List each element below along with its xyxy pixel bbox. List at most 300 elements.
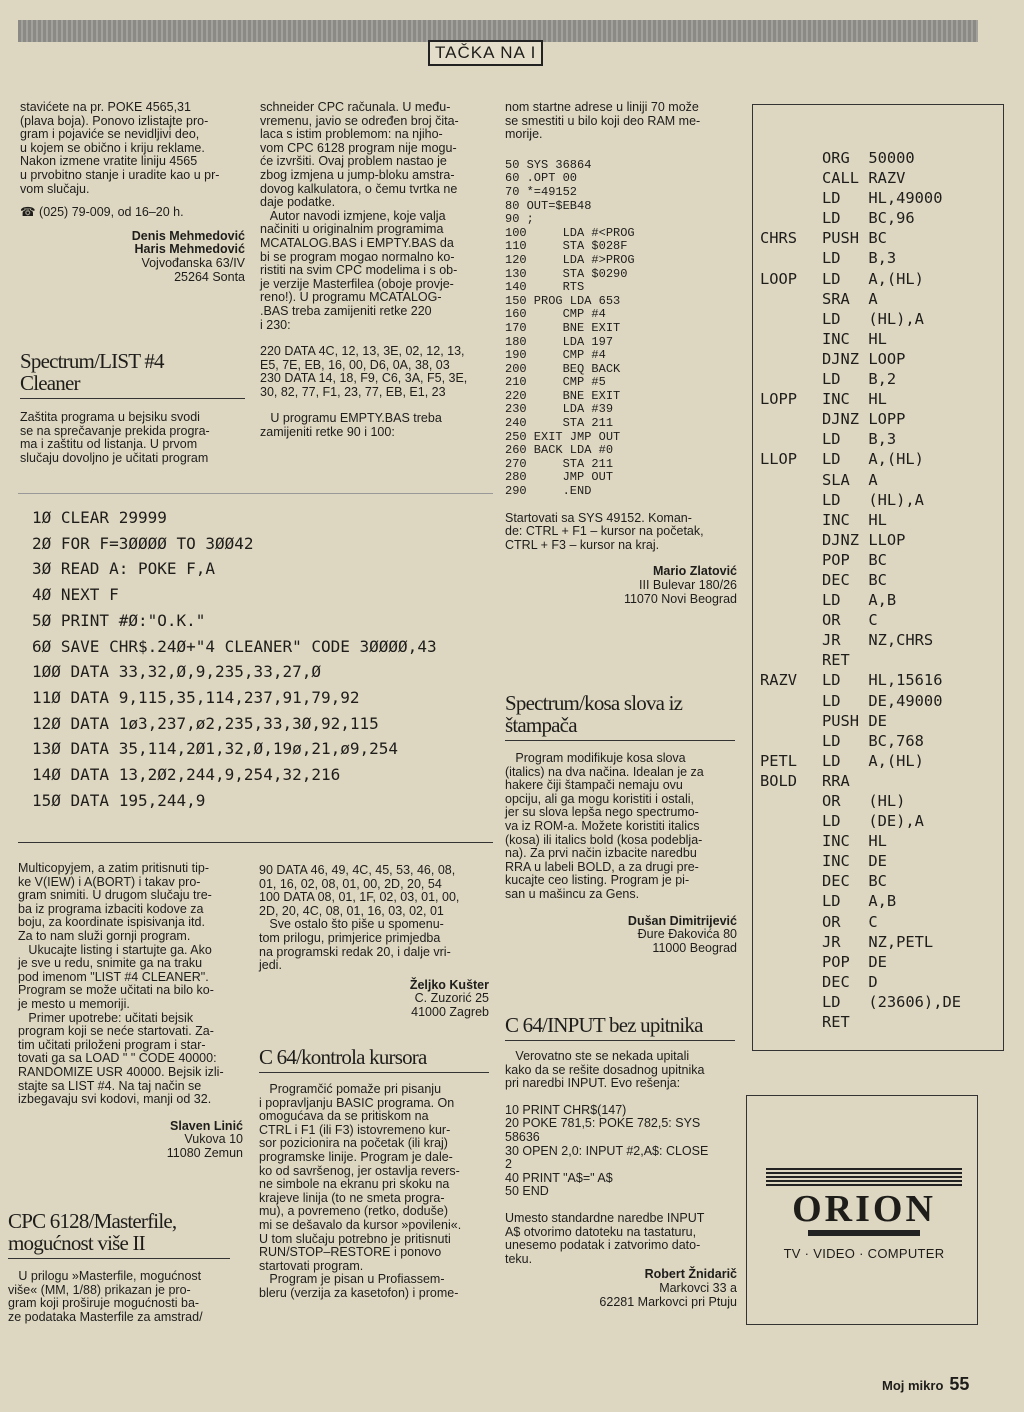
assembler-code-line: OR C <box>822 611 878 630</box>
assembler-code-line: LD BC,768 <box>822 731 924 750</box>
c64-assembly-listing-line: 220 BNE EXIT <box>505 388 621 403</box>
c64-input-text-line: kako da se rešite dosadnog upitnika <box>505 1062 705 1077</box>
basic-listing-line: 14Ø DATA 13,2Ø2,244,9,254,32,216 <box>32 765 341 785</box>
col1-bottom-text-line: program koji se neće startovati. Za- <box>18 1024 214 1039</box>
col1-bottom-text-line: pod imenom "LIST #4 CLEANER". <box>18 969 209 984</box>
assembler-labels-line <box>760 630 797 650</box>
heading-rule <box>20 398 245 399</box>
col2-top-text-line: Autor navodi izmjene, koje valja <box>260 208 446 223</box>
masterfile-data-lines-line: 230 DATA 14, 18, F9, C6, 3A, F5, 3E, <box>260 371 468 386</box>
signature-names <box>20 230 245 257</box>
col1-top <box>20 101 245 284</box>
c64-assembly-listing <box>505 159 737 499</box>
signature-names-line: Denis Mehmedović <box>131 228 245 243</box>
c64-assembly-listing-line: 60 .OPT 00 <box>505 171 578 186</box>
assembler-labels-line: LOOP <box>760 269 798 288</box>
c64-assembly-listing-line: 190 CMP #4 <box>505 348 606 363</box>
c64-kontrola-text-line: mi se dešavalo da kursor »povileni«. <box>259 1217 462 1232</box>
signature-address <box>259 992 489 1019</box>
c64-assembly-listing-line: 100 LDA #<PROG <box>505 225 635 240</box>
assembler-code-line: LD (HL),A <box>822 309 924 328</box>
c64-assembly-listing-line: 230 LDA #39 <box>505 402 614 417</box>
kosa-slova-text-line: opciju, ali ga mogu koristiti i ostali, <box>505 791 694 806</box>
signature-address-line: 62281 Markovci pri Ptuju <box>599 1294 737 1309</box>
assembler-labels-line <box>760 530 797 550</box>
c64-assembly-listing-line: 120 LDA #>PROG <box>505 252 635 267</box>
col1-top-text-line: Nakon izmene vratite liniju 4565 <box>20 154 198 169</box>
col2-bottom-text-line: na programski redak 20, i dalje vri- <box>259 944 451 959</box>
assembler-code-line: CALL RAZV <box>822 169 906 188</box>
assembler-code-line: LD (HL),A <box>822 490 924 509</box>
c64-input-text <box>505 1050 737 1091</box>
c64-assembly-listing-line: 200 BEQ BACK <box>505 361 621 376</box>
col1-bottom-text-line: je mesto u memoriji. <box>18 996 130 1011</box>
assembler-code-line: INC HL <box>822 329 887 348</box>
assembler-labels-line <box>760 912 797 932</box>
col1-bottom-text-line: Primer upotrebe: učitati bejsik <box>18 1010 194 1025</box>
c64-assembly-listing-line: 210 CMP #5 <box>505 375 606 390</box>
c64-input-program-line: 20 POKE 781,5: POKE 782,5: SYS <box>505 1116 701 1131</box>
assembler-code-line: JR NZ,PETL <box>822 932 934 951</box>
assembler-code-line: LD DE,49000 <box>822 691 943 710</box>
masterfile-data-lines-2-line: 90 DATA 46, 49, 4C, 45, 53, 46, 08, <box>259 863 456 877</box>
c64-input-after <box>505 1212 737 1266</box>
col1-top-text-line: gram i pojaviće se nevidljivi deo, <box>20 127 200 142</box>
signature-address <box>505 1282 737 1309</box>
c64-assembly-listing-line: 110 STA $028F <box>505 239 628 254</box>
c64-kontrola-text-line: startovati program. <box>259 1258 364 1273</box>
kosa-slova-text-line: san u mašincu za Gens. <box>505 886 640 901</box>
kosa-slova-text-line: kucajte ceo listing. Program je pi- <box>505 873 690 888</box>
orion-stripes <box>766 1168 962 1188</box>
c64-kontrola-text-line: mu), a povremeno (retko, doduše) <box>259 1204 448 1219</box>
spectrum-list-heading <box>20 350 164 394</box>
cpc6128-text-line: U prilogu »Masterfile, mogućnost <box>8 1269 202 1283</box>
assembler-code-line: OR C <box>822 912 878 931</box>
col2-top-text-line: reno!). U programu MCATALOG- <box>260 290 442 305</box>
c64-kontrola-text-line: Program je pisan u Profiassem- <box>259 1272 445 1287</box>
kosa-slova-text-line: Program modifikuje kosa slova <box>505 751 686 765</box>
c64-input-program <box>505 1104 737 1199</box>
assembler-labels-line <box>760 811 797 831</box>
assembler-labels-line <box>760 1012 797 1032</box>
col1-bottom-text-line: ke V(IEW) i A(BORT) i takav pro- <box>18 874 201 889</box>
assembler-code-line: POP DE <box>822 952 887 971</box>
c64-kontrola-text-line: U tom slučaju potrebno je pritisnuti <box>259 1231 451 1246</box>
assembler-labels-line: RAZV <box>760 671 798 690</box>
c64-kontrola-text-line: omogućava da se pritiskom na <box>259 1109 429 1124</box>
col2-bottom-text-line: jedi. <box>259 958 282 973</box>
spectrum-list-text-line: slučaju dovoljno je učitati program <box>20 450 209 465</box>
assembler-labels-line <box>760 148 797 168</box>
kosa-slova-heading-line: štampača <box>505 713 577 737</box>
assembler-labels-line <box>760 168 797 188</box>
c64-assembly-listing-line: 80 OUT=$EB48 <box>505 198 592 213</box>
col1-top-text-line: vom slučaju. <box>20 181 90 196</box>
signature-address-line: 11070 Novi Beograd <box>623 591 737 606</box>
c64-input <box>505 1050 737 1309</box>
assembler-labels <box>760 148 797 1032</box>
orion-underbar <box>808 1230 920 1236</box>
signature-address-line: 41000 Zagreb <box>411 1004 489 1019</box>
c64-assembly-listing-line: 270 STA 211 <box>505 456 614 471</box>
col3-top <box>505 101 737 606</box>
kosa-slova-text-line: jer su slova lepša nego spectrumo- <box>505 805 699 820</box>
basic-listing <box>32 505 437 813</box>
assembler-labels-line <box>760 349 797 369</box>
col2-top-text-line: vom CPC 6128 program nije mogu- <box>260 140 457 155</box>
col2-bottom-text-line: Sve ostalo što piše u spomenu- <box>259 917 444 932</box>
col1-bottom-text-line: stajte sa LIST #4. Na taj način se <box>18 1078 202 1093</box>
basic-listing-line: 12Ø DATA 1ø3,237,ø2,235,33,3Ø,92,115 <box>32 713 379 733</box>
kosa-slova-heading <box>505 692 682 736</box>
assembler-code-line: DJNZ LOOP <box>822 349 906 368</box>
heading-rule <box>505 1040 735 1041</box>
col3-intro-line: morije. <box>505 127 543 142</box>
c64-kontrola-text-line: ne simbole na ekranu pri skoku na <box>259 1177 450 1192</box>
masterfile-data-lines-2-line: 01, 16, 02, 08, 01, 00, 2D, 20, 54 <box>259 876 442 891</box>
col2-bottom-text <box>259 918 489 972</box>
col1-bottom-text-line: Multicopyjem, a zatim pritisnuti tip- <box>18 861 210 875</box>
col3-after-line: Startovati sa SYS 49152. Koman- <box>505 510 692 525</box>
kosa-slova-text-line: (italics) na dva načina. Idealan je za <box>505 764 704 779</box>
col2-top-text-line: schneider CPC računala. U među- <box>260 100 451 114</box>
assembler-code-line: INC HL <box>822 510 887 529</box>
assembler-labels-line <box>760 490 797 510</box>
assembler-code-line: LD (DE),A <box>822 812 924 831</box>
masterfile-data-lines-line: 30, 82, 77, F1, 23, 77, EB, E1, 23 <box>260 384 446 399</box>
c64-input-program-line: 30 OPEN 2,0: INPUT #2,A$: CLOSE <box>505 1143 709 1158</box>
kosa-slova-text-line: hakere čiji štampači nemaju ovu <box>505 778 683 793</box>
heading-rule <box>8 1258 230 1259</box>
col1-bottom-text-line: tim učitati priloženi program i star- <box>18 1037 206 1052</box>
assembler-code-line: LD B,3 <box>822 249 897 268</box>
signature-address-line: Vukova 10 <box>184 1132 243 1147</box>
assembler-labels-line: BOLD <box>760 771 798 790</box>
assembler-labels-line <box>760 650 797 670</box>
assembler-code-line: LD A,(HL) <box>822 751 924 770</box>
assembler-code-line: OR (HL) <box>822 792 906 810</box>
assembler-box-top-border <box>752 104 1004 105</box>
col1-bottom-text-line: tovati ga sa LOAD " " CODE 40000: <box>18 1051 217 1066</box>
spectrum-list-text-line: Zaštita programa u bejsiku svodi <box>20 410 200 424</box>
col1-bottom-text <box>18 862 243 1107</box>
heading-rule <box>259 1072 489 1073</box>
assembler-code-line: LD HL,49000 <box>822 189 943 208</box>
c64-kontrola-text-line: ko od savršenog, jer ostavlja revers- <box>259 1163 460 1178</box>
assembler-labels-line <box>760 329 797 349</box>
assembler-code-line: SLA A <box>822 470 878 489</box>
signature-names-line: Haris Mehmedović <box>134 242 245 257</box>
c64-assembly-listing-line: 130 STA $0290 <box>505 266 628 281</box>
assembler-labels-line <box>760 248 797 268</box>
col2-top-text-line: i 230: <box>260 317 291 332</box>
c64-kontrola-text-line: i popravljanju BASIC programa. On <box>259 1095 455 1110</box>
signature-address-line: 11080 Zemun <box>166 1145 243 1160</box>
col1-bottom-text-line: Program se može učitati na bilo ko- <box>18 983 214 998</box>
signature-address-line: Đure Đakovića 80 <box>637 927 737 942</box>
cpc6128-heading-line: CPC 6128/Masterfile, <box>8 1209 177 1233</box>
spectrum-list-text <box>20 411 245 465</box>
signature-name: Mario Zlatović <box>652 564 737 579</box>
assembler-labels-line <box>760 871 797 891</box>
c64-assembly-listing-line: 90 ; <box>505 212 534 227</box>
page-footer <box>882 1374 969 1395</box>
col3-intro-line: nom startne adrese u liniji 70 može <box>505 100 699 114</box>
assembler-labels-line <box>760 831 797 851</box>
col1-top-text <box>20 101 245 196</box>
col2-top-text-line: laca s istim problemom: na njiho- <box>260 127 443 142</box>
listing-top-rule <box>18 493 493 494</box>
masterfile-data-lines-line: E5, 7E, EB, 16, 00, D6, 0A, 38, 03 <box>260 357 450 372</box>
assembler-code-line: INC HL <box>822 390 887 409</box>
signature-address <box>505 928 737 955</box>
assembler-code-line: SRA A <box>822 289 878 308</box>
col2-top-text-line: daje podatke. <box>260 195 336 210</box>
assembler-code-line: DJNZ LLOP <box>822 530 906 549</box>
c64-assembly-listing-line: 250 EXIT JMP OUT <box>505 429 621 444</box>
col2-top-text-line: načiniti u originalnim programima <box>260 222 444 237</box>
cpc6128-text-line: više« (MM, 1/88) prikazan je pro- <box>8 1282 191 1297</box>
basic-listing-line: 13Ø DATA 35,114,2Ø1,32,Ø,19ø,21,ø9,254 <box>32 739 399 759</box>
assembler-code-line: LD A,(HL) <box>822 269 924 288</box>
col1-top-text-line: (plava boja). Ponovo izlistajte pro- <box>20 113 209 128</box>
signature-name: Dušan Dimitrijević <box>627 913 737 928</box>
assembler-labels-line <box>760 992 797 1012</box>
c64-kontrola-text-line: Programčić pomaže pri pisanju <box>259 1082 442 1096</box>
basic-listing-line: 1Ø CLEAR 29999 <box>32 508 167 527</box>
spectrum-list-heading-line: Spectrum/LIST #4 <box>20 349 164 373</box>
col2-bottom <box>259 864 489 1020</box>
spectrum-list-text-line: ma i zaštitu od listanja. U prvom <box>20 437 198 452</box>
col1-bottom-text-line: RANDOMIZE USR 40000. Bejsik izli- <box>18 1064 224 1079</box>
signature-name: Slaven Linić <box>170 1118 243 1133</box>
col2-bottom-text-line: tom prilogu, primjerice primjedba <box>259 930 441 945</box>
signature-address-line: Markovci 33 a <box>659 1280 737 1295</box>
c64-assembly-listing-line: 280 JMP OUT <box>505 470 614 485</box>
kosa-slova-heading-line: Spectrum/kosa slova iz <box>505 691 683 715</box>
col2-top-tail-line: zamijeniti retke 90 i 100: <box>260 425 395 440</box>
col1-bottom-text-line: boju, za koordinate ispisivanja itd. <box>18 915 205 930</box>
col1-bottom-text-line: je sve u redu, snimite ga na traku <box>18 956 203 971</box>
assembler-box-right-border <box>1003 104 1004 1050</box>
assembler-labels-line <box>760 369 797 389</box>
assembler-code-line: RET <box>822 1013 850 1032</box>
c64-input-after-line: unesemo podatak i zatvorimo dato- <box>505 1238 701 1253</box>
signature-address <box>505 579 737 606</box>
assembler-code-line: LD BC,96 <box>822 209 915 228</box>
assembler-labels-line <box>760 952 797 972</box>
c64-kontrola-text-line: RUN/STOP–RESTORE i ponovo <box>259 1245 442 1260</box>
col2-top-text-line: je verzije Masterfilea (oboje provje- <box>260 276 454 291</box>
col1-bottom-text-line: Za to nam služi gornji program. <box>18 928 191 943</box>
c64-input-text-line: pri naredbi INPUT. Evo rešenja: <box>505 1076 681 1091</box>
assembler-code-line: PUSH DE <box>822 711 887 730</box>
assembler-labels-line <box>760 590 797 610</box>
basic-listing-line: 1ØØ DATA 33,32,Ø,9,235,33,27,Ø <box>32 662 321 682</box>
assembler-labels-line: PETL <box>760 751 798 770</box>
col2-top-text-line: ristiti na svim CPC modelima i s ob- <box>260 263 458 278</box>
assembler-labels-line <box>760 510 797 530</box>
col1-top-text-line: u prvobitno stanje i uradite kao u pr- <box>20 167 220 182</box>
assembler-code-line: JR NZ,CHRS <box>822 631 934 650</box>
c64-input-after-line: A$ otvorimo datoteku na tastaturu, <box>505 1224 697 1239</box>
cpc6128-heading-line: mogućnost više II <box>8 1231 145 1255</box>
signature-address <box>18 1133 243 1160</box>
basic-listing-line: 4Ø NEXT F <box>32 585 119 605</box>
c64-input-program-line: 40 PRINT "A$=" A$ <box>505 1170 613 1185</box>
assembler-code-line: LD B,3 <box>822 430 897 449</box>
assembler-code-line: RET <box>822 651 850 670</box>
col2-top-text-line: dovog kalkulatora, o čemu tvrtka ne <box>260 181 458 196</box>
col3-after <box>505 512 737 553</box>
assembler-code-line: ORG 50000 <box>822 149 915 167</box>
assembler-labels-line <box>760 851 797 871</box>
c64-input-text-line: Verovatno ste se nekada upitali <box>505 1049 690 1063</box>
c64-input-program-line: 58636 <box>505 1129 540 1144</box>
col3-intro <box>505 101 737 142</box>
assembler-box-bottom-border <box>752 1050 1004 1051</box>
assembler-code-line: LD (23606),DE <box>822 992 961 1011</box>
assembler-labels-line <box>760 208 797 228</box>
signature-address-line: C. Zuzorić 25 <box>414 991 489 1006</box>
c64-input-program-line: 2 <box>505 1157 512 1172</box>
assembler-labels-line: LLOP <box>760 450 798 469</box>
col2-top-text-line: .BAS treba zamijeniti retke 220 <box>260 303 432 318</box>
signature-address-line: III Bulevar 180/26 <box>639 578 737 592</box>
col2-top-text-line: bi se program mogao normalno ko- <box>260 249 455 264</box>
kosa-slova-text-line: va iz ROM-a. Možete koristiti italics <box>505 818 700 833</box>
assembler-code-line: LD A,(HL) <box>822 450 924 469</box>
assembler-code-line: DEC BC <box>822 570 887 589</box>
col1-top-text-line: u kojem se obično i kriju reklame. <box>20 140 205 155</box>
signature-address <box>20 257 245 284</box>
c64-assembly-listing-line: 170 BNE EXIT <box>505 320 621 335</box>
cpc6128-text-line: gram koji proširuje mogućnosti ba- <box>8 1296 200 1311</box>
col2-top-text-line: će izvršiti. Ovaj problem nastao je <box>260 154 447 169</box>
c64-input-after-line: teku. <box>505 1251 533 1266</box>
c64-kontrola-text-line: programske linije. Program je dale- <box>259 1149 453 1164</box>
c64-assembly-listing-line: 150 PROG LDA 653 <box>505 293 621 308</box>
col1-bottom-text-line: gram snimiti. U drugom slučaju tre- <box>18 888 212 903</box>
c64-kontrola-text-line: CTRL i F1 (ili F3) istovremeno kur- <box>259 1122 451 1137</box>
c64-assembly-listing-line: 290 .END <box>505 484 592 499</box>
heading-rule <box>505 740 735 741</box>
spectrum-list-text-line: se na sprečavanje prekida progra- <box>20 423 210 438</box>
col2-top-tail-line: U programu EMPTY.BAS treba <box>260 411 442 426</box>
signature-address-line: 25264 Sonta <box>174 269 245 284</box>
assembler-labels-line <box>760 972 797 992</box>
assembler-labels-line <box>760 891 797 911</box>
signature-address-line: 11000 Beograd <box>652 940 737 955</box>
kosa-slova <box>505 752 737 955</box>
assembler-labels-line: CHRS <box>760 229 798 248</box>
col3-after-line: de: CTRL + F1 – kursor na početak, <box>505 524 704 539</box>
signature-name: Robert Žnidarič <box>644 1267 737 1282</box>
assembler-code-line: DEC BC <box>822 872 887 891</box>
col3-intro-line: se smestiti u bilo koji deo RAM me- <box>505 113 701 128</box>
assembler-code-line: DEC D <box>822 972 878 991</box>
assembler-labels-line <box>760 550 797 570</box>
cpc6128-text-line: ze podataka Masterfile za amstrad/ <box>8 1309 203 1324</box>
c64-input-program-line: 10 PRINT CHR$(147) <box>505 1102 627 1117</box>
col1-bottom-text-line: izbegavaju svi kodovi, manji od 32. <box>18 1092 212 1107</box>
assembler-labels-line <box>760 711 797 731</box>
assembler-labels-line <box>760 691 797 711</box>
col1-bottom-text-line: Ukucajte listing i startujte ga. Ako <box>18 942 212 957</box>
c64-kontrola-text-line: krajeve linija (to ne smeta progra- <box>259 1190 445 1205</box>
col1-top-text-line: stavićete na pr. POKE 4565,31 <box>20 100 191 114</box>
c64-input-heading: C 64/INPUT bez upitnika <box>505 1013 703 1037</box>
c64-assembly-listing-line: 160 CMP #4 <box>505 307 606 322</box>
assembler-code-line: INC DE <box>822 852 887 871</box>
c64-kontrola-text-line: bleru (verzija za kasetofon) i prome- <box>259 1285 459 1300</box>
col2-top-text <box>260 101 490 332</box>
assembler-code-line: LD A,B <box>822 892 897 911</box>
kosa-slova-text <box>505 752 737 902</box>
masterfile-data-lines-2 <box>259 864 489 918</box>
header-band <box>18 20 978 42</box>
kosa-slova-text-line: RRA u labeli BOLD, a za drugi pre- <box>505 859 699 874</box>
assembler-labels-line <box>760 470 797 490</box>
signature-address-line: Vojvođanska 63/IV <box>141 255 245 270</box>
col1-bottom-text-line: ba iz programa izbaciti kodove za <box>18 901 204 916</box>
basic-listing-line: 15Ø DATA 195,244,9 <box>32 790 206 810</box>
masterfile-data-lines-2-line: 2D, 20, 4C, 08, 01, 16, 03, 02, 01 <box>259 903 444 918</box>
col2-top-text-line: zbog izmjena u jump-bloku amstra- <box>260 167 455 182</box>
col2-top-tail <box>260 412 490 439</box>
assembler-code-line: PUSH BC <box>822 229 887 248</box>
section-tag: TAČKA NA I <box>428 40 543 66</box>
basic-listing-line: 5Ø PRINT #Ø:"O.K." <box>32 610 206 630</box>
masterfile-data-lines <box>260 345 490 399</box>
c64-assembly-listing-line: 70 *=49152 <box>505 184 578 199</box>
col2-top-text-line: MCATALOG.BAS i EMPTY.BAS da <box>260 235 454 250</box>
listing-bottom-rule <box>18 842 493 843</box>
assembler-labels-line <box>760 791 797 811</box>
magazine-name: Moj mikro <box>882 1378 944 1393</box>
assembler-code-line: POP BC <box>822 550 887 569</box>
c64-input-after-line: Umesto standardne naredbe INPUT <box>505 1210 705 1225</box>
assembler-labels-line <box>760 289 797 309</box>
cpc6128-heading <box>8 1210 176 1254</box>
c64-kontrola-text-line: sor pozicionira na početak (ili kraj) <box>259 1136 448 1151</box>
assembler-labels-line <box>760 570 797 590</box>
assembler-labels-line <box>760 188 797 208</box>
assembler-box-left-border <box>752 104 753 1050</box>
masterfile-data-lines-2-line: 100 DATA 08, 01, 1F, 02, 03, 01, 00, <box>259 890 460 905</box>
orion-ad <box>766 1168 962 1261</box>
c64-input-program-line: 50 END <box>505 1184 549 1199</box>
masterfile-data-lines-line: 220 DATA 4C, 12, 13, 3E, 02, 12, 13, <box>260 344 465 359</box>
assembler-labels-line: LOPP <box>760 390 798 409</box>
assembler-labels-line <box>760 731 797 751</box>
page-number: 55 <box>949 1374 970 1394</box>
assembler-labels-line <box>760 309 797 329</box>
assembler-code-line: LD A,B <box>822 591 897 610</box>
assembler-labels-line <box>760 932 797 952</box>
col2-top <box>260 101 490 440</box>
c64-assembly-listing-line: 140 RTS <box>505 280 585 295</box>
col1-bottom <box>18 862 243 1160</box>
assembler-code-line: DJNZ LOPP <box>822 410 906 429</box>
assembler-code <box>822 148 961 1032</box>
orion-logo: ORION <box>792 1188 936 1230</box>
assembler-labels-line <box>760 610 797 630</box>
assembler-labels-line <box>760 429 797 449</box>
basic-listing-line: 3Ø READ A: POKE F,A <box>32 559 216 579</box>
col2-top-text-line: vremenu, javio se određen broj čita- <box>260 113 459 128</box>
